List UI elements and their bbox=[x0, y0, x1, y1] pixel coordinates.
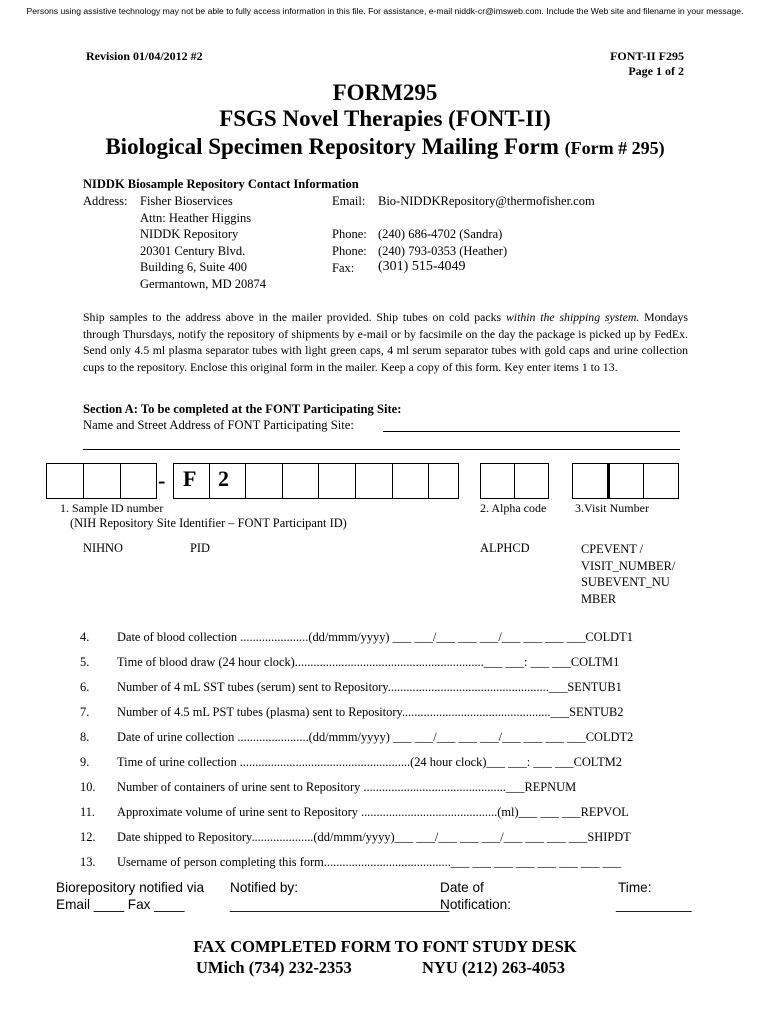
phone-value-2: (240) 793-0353 (Heather) bbox=[378, 244, 508, 258]
var-pid: PID bbox=[190, 541, 210, 555]
nyu-fax: NYU (212) 263-4053 bbox=[422, 958, 565, 977]
alpha-code-box-1[interactable] bbox=[480, 463, 515, 499]
sample-id-two: 2 bbox=[218, 466, 229, 491]
visit-box-3[interactable] bbox=[643, 463, 679, 499]
item-5[interactable]: 5. Time of blood draw (24 hour clock).............................................................___ ___: ___ ___COLTM1 bbox=[80, 655, 620, 669]
email-fax-checkboxes[interactable]: Email ____ Fax ____ bbox=[56, 897, 185, 912]
var-alphcd: ALPHCD bbox=[480, 541, 530, 555]
sample-id-label: 1. Sample ID number bbox=[60, 501, 164, 515]
var-nihno: NIHNO bbox=[83, 541, 123, 555]
visit-box-1[interactable] bbox=[572, 463, 608, 499]
item-12[interactable]: 12. Date shipped to Repository....................(dd/mmm/yyyy)___ ___/___ ___ ___/___ ___ ___ ___SHIPDT bbox=[80, 830, 631, 844]
sample-id-box-2[interactable] bbox=[83, 463, 121, 499]
item-9[interactable]: 9. Time of urine collection .......................................................(24 hour clock)___ ___: ___ ___COLTM2 bbox=[80, 755, 622, 769]
item-7[interactable]: 7. Number of 4.5 mL PST tubes (plasma) sent to Repository................................................___SENTUB2 bbox=[80, 705, 624, 719]
section-a-heading: Section A: To be completed at the FONT Participating Site: bbox=[83, 402, 402, 416]
item-6[interactable]: 6. Number of 4 mL SST tubes (serum) sent to Repository....................................................___SENTUB1 bbox=[80, 680, 622, 694]
phone-label-2: Phone: bbox=[332, 244, 367, 258]
fax-instruction: FAX COMPLETED FORM TO FONT STUDY DESK bbox=[193, 937, 577, 956]
item-10[interactable]: 10. Number of containers of urine sent to Repository ..............................................___REPNUM bbox=[80, 780, 577, 794]
site-name-label: Name and Street Address of FONT Participating Site: bbox=[83, 418, 354, 432]
form-subtitle: Biological Specimen Repository Mailing Form (Form # 295) bbox=[105, 134, 665, 159]
visit-box-2[interactable] bbox=[607, 463, 644, 499]
item-4[interactable]: 4. Date of blood collection ......................(dd/mmm/yyyy) ___ ___/___ ___ ___/___ ___ ___ ___COLDT1 bbox=[80, 630, 633, 644]
sample-id-box-3[interactable] bbox=[120, 463, 157, 499]
form-code: FONT-II F295 bbox=[610, 49, 684, 63]
notified-by-label: Notified by: bbox=[230, 880, 299, 895]
alpha-code-box-2[interactable] bbox=[514, 463, 549, 499]
site-name-line-2[interactable] bbox=[83, 449, 680, 450]
sample-id-f: F bbox=[183, 466, 197, 491]
time-line[interactable]: __________ bbox=[616, 897, 692, 912]
visit-number-label: 3.Visit Number bbox=[575, 501, 649, 515]
sample-id-box-10[interactable] bbox=[392, 463, 429, 499]
alpha-code-label: 2. Alpha code bbox=[480, 501, 547, 515]
item-11[interactable]: 11. Approximate volume of urine sent to Repository ............................................(ml)___ ___ ___REPVOL bbox=[80, 805, 629, 819]
notified-via-label: Biorepository notified via bbox=[56, 880, 205, 895]
var-cpevent: CPEVENT / VISIT_NUMBER/ SUBEVENT_NU MBER bbox=[581, 542, 676, 606]
form-title: FORM295 bbox=[332, 80, 438, 105]
revision-label: Revision 01/04/2012 #2 bbox=[86, 49, 203, 63]
sample-id-box-6[interactable] bbox=[245, 463, 283, 499]
email-value: Bio-NIDDKRepository@thermofisher.com bbox=[378, 194, 595, 208]
sample-id-box-7[interactable] bbox=[282, 463, 319, 499]
address-block: Fisher Bioservices Attn: Heather Higgins NIDDK Repository 20301 Century Blvd. Building 6, Suite 400 Germantown, MD 20874 bbox=[140, 194, 267, 291]
email-label: Email: bbox=[332, 194, 366, 208]
fax-label: Fax: bbox=[332, 261, 355, 275]
umich-fax: UMich (734) 232-2353 bbox=[196, 958, 352, 977]
page-number: Page 1 of 2 bbox=[628, 64, 684, 78]
sample-id-box-8[interactable] bbox=[318, 463, 356, 499]
sample-id-box-9[interactable] bbox=[355, 463, 393, 499]
contact-heading: NIDDK Biosample Repository Contact Information bbox=[83, 177, 359, 191]
item-13[interactable]: 13. Username of person completing this form.........................................___ ___ ___ ___ ___ ___ ___ ___ bbox=[80, 855, 622, 869]
fax-value: (301) 515-4049 bbox=[378, 259, 466, 274]
accessibility-notice: Persons using assistive technology may not be able to fully access information in this file. For assistance, e-mail niddk-cr@imsweb.com. Include the Web site and filename in your message. bbox=[26, 6, 744, 16]
sample-id-dash: - bbox=[158, 468, 166, 493]
items-list bbox=[80, 630, 690, 880]
date-of-label: Date of bbox=[440, 880, 484, 895]
study-title: FSGS Novel Therapies (FONT-II) bbox=[219, 106, 551, 131]
sample-id-sublabel: (NIH Repository Site Identifier – FONT Participant ID) bbox=[70, 516, 347, 530]
sample-id-box-1[interactable] bbox=[46, 463, 84, 499]
time-label: Time: bbox=[618, 880, 652, 895]
address-label: Address: bbox=[83, 194, 128, 208]
item-8[interactable]: 8. Date of urine collection .......................(dd/mmm/yyyy) ___ ___/___ ___ ___/___ ___ ___ ___COLDT2 bbox=[80, 730, 634, 744]
site-name-line-1[interactable] bbox=[383, 431, 680, 432]
phone-value-1: (240) 686-4702 (Sandra) bbox=[378, 227, 503, 241]
notified-by-line[interactable]: _____________________________ bbox=[230, 897, 450, 912]
sample-id-box-11[interactable] bbox=[428, 463, 459, 499]
shipping-instructions: Ship samples to the address above in the mailer provided. Ship tubes on cold packs within the shipping system. Mondays through Thursdays, notify the repository of shipments by e-mail or by facsimile on the day the package is picked up by FedEx. Send only 4.5 ml plasma separator tubes with light green caps, 4 ml serum separator tubes with gold caps and urine collection cups to the repository. Enclose this original form in the mailer. Keep a copy of this form. Key enter items 1 to 13. bbox=[83, 310, 689, 374]
phone-label-1: Phone: bbox=[332, 227, 367, 241]
notification-label: Notification: bbox=[440, 897, 512, 912]
